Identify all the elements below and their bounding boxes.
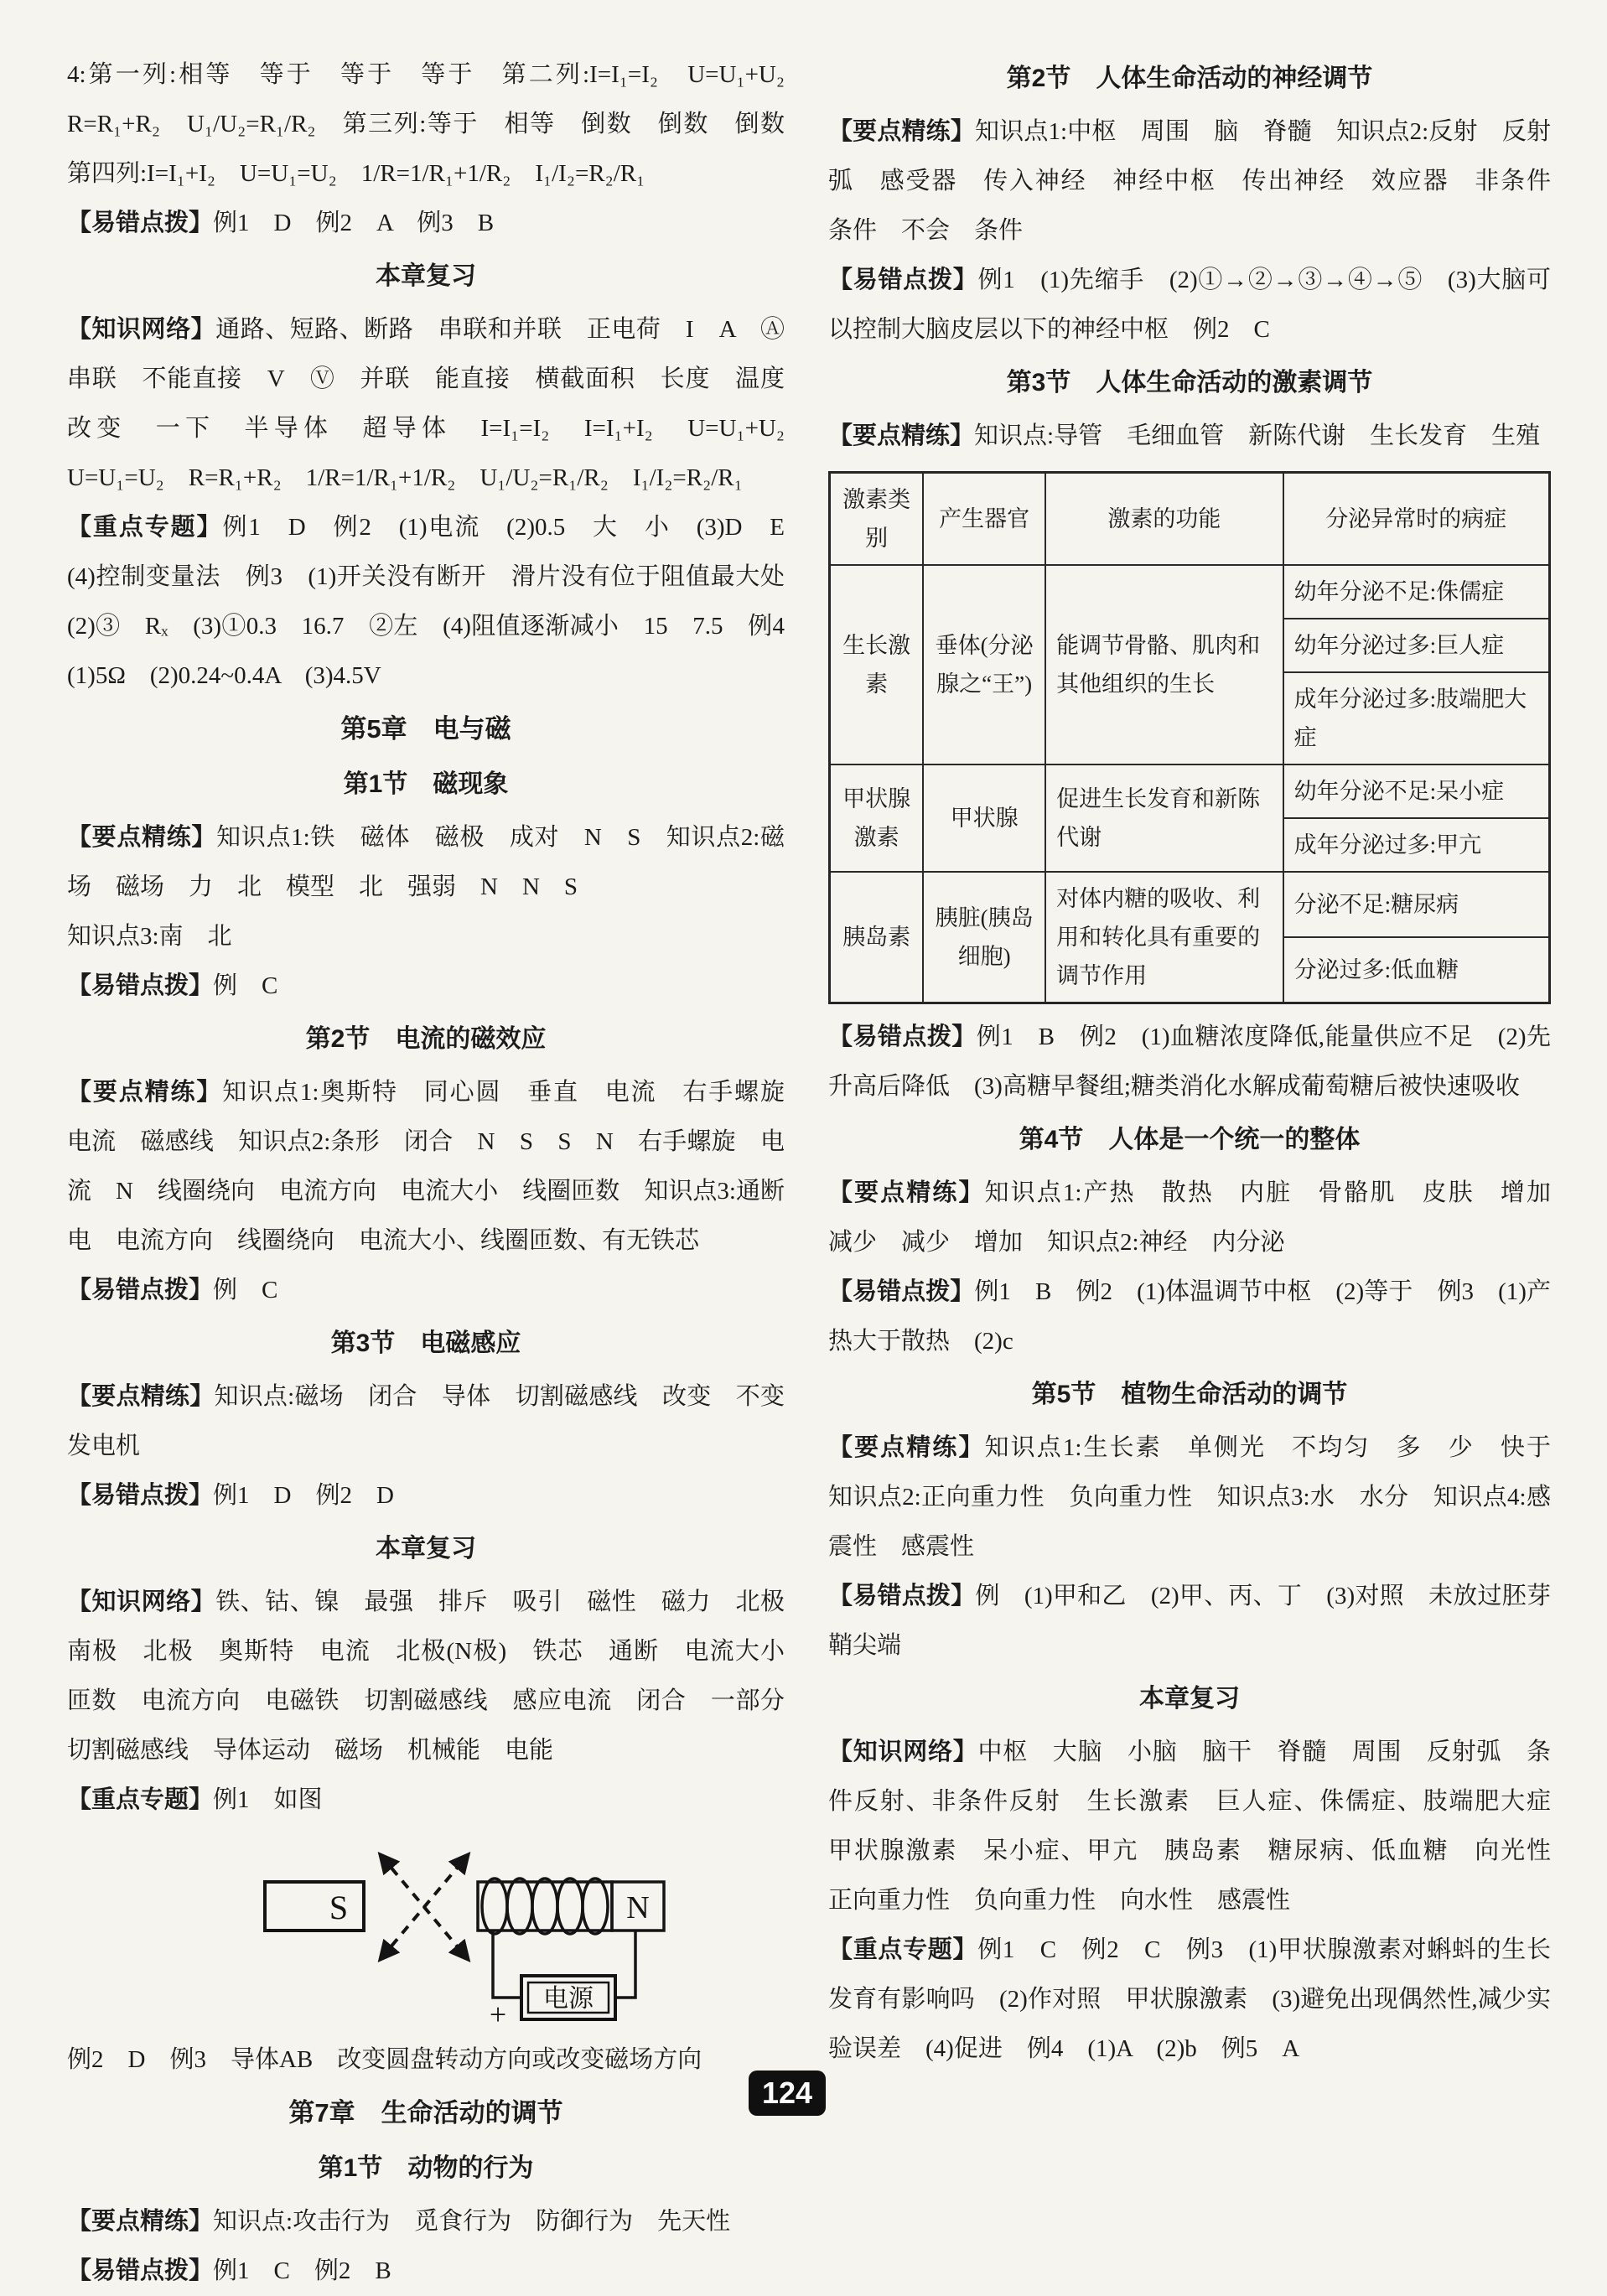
answer-text: 知识点:导管 毛细血管 新陈代谢 生长发育 生殖 <box>974 422 1541 449</box>
hormone-symptom: 幼年分泌不足:侏儒症 <box>1283 565 1550 619</box>
answer-paragraph <box>67 50 810 199</box>
section-heading: 第3节 人体生命活动的激素调节 <box>1006 369 1373 396</box>
answer-label: 【要点精练】 <box>828 1434 985 1461</box>
review-heading: 本章复习 <box>376 1535 476 1563</box>
section-heading: 第2节 电流的磁效应 <box>305 1025 547 1053</box>
answer-paragraph <box>828 1925 1551 2074</box>
review-heading: 本章复习 <box>376 262 476 290</box>
answer-paragraph <box>67 1471 785 1521</box>
review-heading: 本章复习 <box>1139 1685 1240 1713</box>
polarity-plus-label: + <box>489 1998 507 2028</box>
answer-text: 例1 B 例2 (1)血糖浓度降低,能量供应不足 (2)先升高后降低 (3)高糖早餐组;糖类消化水解成葡萄糖后被快速吸收 <box>828 1024 1551 1100</box>
section-heading: 第4节 人体是一个统一的整体 <box>1019 1126 1361 1153</box>
answer-label: 【要点精练】 <box>828 422 975 449</box>
answer-paragraph <box>828 412 1551 461</box>
wire-left <box>493 1931 520 1998</box>
answer-paragraph <box>828 107 1576 256</box>
answer-text: 通路、短路、断路 串联和并联 正电荷 I A Ⓐ 串联 不能直接 V Ⓥ 并联 能直接 横截面积 长度 温度 改变 一下 半导体 超导体 I=I₁=I₂ I=I₁+I₂ U=U₁+U₂ U=U₁=U₂ R=R₁+R₂ 1/R=1/R₁+1/R₂ U₁/U₂=R₁/R₂ I₁/I₂=R₂/R₁ <box>67 316 810 491</box>
hormone-category: 生长激素 <box>830 565 924 764</box>
answer-paragraph <box>67 1775 785 1825</box>
answer-label: 【易错点拨】 <box>67 1482 214 1509</box>
answer-paragraph <box>67 813 785 912</box>
magnet-pole-label: S <box>329 1889 349 1926</box>
answer-label: 【易错点拨】 <box>828 267 978 293</box>
answer-text: 例 C <box>213 972 278 999</box>
answer-label: 【要点精练】 <box>828 118 976 145</box>
hormone-function: 能调节骨骼、肌肉和其他组织的生长 <box>1045 565 1283 764</box>
answer-text: 知识点3:南 北 <box>67 923 232 950</box>
chapter-heading: 第5章 电与磁 <box>340 714 511 744</box>
answer-label: 【重点专题】 <box>67 1786 214 1813</box>
power-supply-label: 电源 <box>543 1985 594 2013</box>
table-header-row <box>830 473 1550 566</box>
answer-paragraph <box>828 1169 1576 1267</box>
answer-paragraph <box>67 2247 785 2296</box>
answer-text: 知识点1:奥斯特 同心圆 垂直 电流 右手螺旋 电流 磁感线 知识点2:条形 闭合 N S S N 右手螺旋 电流 N 线圈绕向 电流方向 电流大小 线圈匝数 知识点3:通断电 电流方向 线圈绕向 电流大小、线圈匝数、有无铁芯 <box>67 1079 810 1254</box>
answer-paragraph <box>67 2197 785 2247</box>
hormone-symptom: 分泌不足:糖尿病 <box>1283 872 1550 937</box>
answer-text: 知识点1:铁 磁体 磁极 成对 N S 知识点2:磁场 磁场 力 北 模型 北 强弱 N N S <box>67 824 785 900</box>
answer-label: 【重点专题】 <box>67 514 223 541</box>
column-header: 激素的功能 <box>1045 473 1283 566</box>
right-column <box>828 50 1576 2074</box>
answer-label: 【知识网络】 <box>67 316 216 343</box>
answer-paragraph <box>67 503 810 701</box>
answer-paragraph <box>67 2035 785 2085</box>
answer-paragraph <box>67 912 785 961</box>
answer-label: 【易错点拨】 <box>828 1278 975 1305</box>
answer-text: 知识点:攻击行为 觅食行为 防御行为 先天性 <box>213 2208 731 2235</box>
wire-right <box>617 1931 635 1998</box>
answer-label: 【易错点拨】 <box>67 210 214 236</box>
answer-text: 例1 D 例2 A 例3 B <box>213 210 495 236</box>
electromagnet-figure-svg <box>258 1833 728 2028</box>
answer-label: 【知识网络】 <box>67 1589 216 1615</box>
answer-text: 例1 C 例2 C 例3 (1)甲状腺激素对蝌蚪的生长发育有影响吗 (2)作对照 甲状腺激素 (3)避免出现偶然性,减少实验误差 (4)促进 例4 (1)A (2)b 例5 A <box>828 1936 1551 2062</box>
answer-text: 知识点1:生长素 单侧光 不均匀 多 少 快于 知识点2:正向重力性 负向重力性 知识点3:水 水分 知识点4:感震性 感震性 <box>828 1434 1576 1560</box>
answer-text: 例1 如图 <box>213 1786 323 1813</box>
answer-text: 铁、钴、镍 最强 排斥 吸引 磁性 磁力 北极 南极 北极 奥斯特 电流 北极(N极) 铁芯 通断 电流大小 匝数 电流方向 电磁铁 切割磁感线 感应电流 闭合 一部分 切割磁感线 导体运动 磁场 机械能 电能 <box>67 1589 810 1764</box>
table-row <box>830 872 1550 937</box>
hormone-organ: 胰脏(胰岛细胞) <box>923 872 1045 1003</box>
hormone-symptom: 分泌过多:低血糖 <box>1283 937 1550 1003</box>
answer-text: 知识点:磁场 闭合 导体 切割磁感线 改变 不变 发电机 <box>67 1383 810 1459</box>
answer-label: 【要点精练】 <box>67 824 217 851</box>
table-row <box>830 565 1550 619</box>
section-heading: 第5节 植物生命活动的调节 <box>1031 1381 1348 1408</box>
answer-label: 【重点专题】 <box>828 1936 978 1963</box>
field-lines <box>381 1855 468 1959</box>
section-heading: 第1节 磁现象 <box>343 770 509 798</box>
answer-paragraph <box>67 961 785 1011</box>
answer-label: 【要点精练】 <box>67 2208 214 2235</box>
answer-paragraph <box>67 305 810 503</box>
answer-text: 例1 B 例2 (1)体温调节中枢 (2)等于 例3 (1)产热大于散热 (2)c <box>828 1278 1551 1355</box>
answer-label: 【易错点拨】 <box>67 2257 214 2284</box>
answer-text: 例1 (1)先缩手 (2)①→②→③→④→⑤ (3)大脑可以控制大脑皮层以下的神经中枢 例2 C <box>828 267 1551 343</box>
hormone-symptom: 幼年分泌不足:呆小症 <box>1283 764 1550 818</box>
answer-label: 【易错点拨】 <box>828 1024 977 1050</box>
answer-text: 中枢 大脑 小脑 脑干 脊髓 周围 反射弧 条件反射、非条件反射 生长激素 巨人症、侏儒症、肢端肥大症 甲状腺激素 呆小症、甲亢 胰岛素 糖尿病、低血糖 向光性 正向重力性 负向重力性 向水性 感震性 <box>828 1739 1576 1914</box>
answer-text: 例1 D 例2 D <box>213 1482 394 1509</box>
answer-paragraph <box>67 1266 785 1315</box>
answer-label: 【要点精练】 <box>67 1079 223 1106</box>
answer-paragraph <box>67 1372 810 1471</box>
hormone-function: 对体内糖的吸收、利用和转化具有重要的调节作用 <box>1045 872 1283 1003</box>
answer-text: 知识点1:中枢 周围 脑 脊髓 知识点2:反射 反射弧 感受器 传入神经 神经中枢 传出神经 效应器 非条件 条件 不会 条件 <box>828 118 1576 244</box>
answer-paragraph <box>828 256 1551 355</box>
answer-text: 例 (1)甲和乙 (2)甲、丙、丁 (3)对照 未放过胚芽鞘尖端 <box>828 1583 1551 1659</box>
answer-text: 例1 D 例2 (1)电流 (2)0.5 大 小 (3)D E (4)控制变量法 例3 (1)开关没有断开 滑片没有位于阻值最大处 (2)③ Rₓ (3)①0.3 16.7 ②左 (4)阻值逐渐减小 15 7.5 例4 (1)5Ω (2)0.24~0.4A (3)4.5V <box>67 514 810 689</box>
answer-label: 【知识网络】 <box>828 1739 978 1765</box>
page-number-badge: 124 <box>749 2071 826 2116</box>
hormone-symptom: 幼年分泌过多:巨人症 <box>1283 619 1550 672</box>
hormone-function: 促进生长发育和新陈代谢 <box>1045 764 1283 872</box>
magnet-bar <box>265 1882 364 1931</box>
coil-pole-label: N <box>626 1890 650 1925</box>
answer-paragraph <box>828 1267 1551 1366</box>
answer-paragraph <box>828 1572 1551 1671</box>
answer-label: 【要点精练】 <box>828 1179 985 1206</box>
table-row <box>830 764 1550 818</box>
column-header: 激素类别 <box>830 473 924 566</box>
hormone-category: 甲状腺激素 <box>830 764 924 872</box>
electromagnet-figure <box>258 1833 785 2032</box>
coil-body <box>478 1882 612 1931</box>
answer-text: 例1 C 例2 B <box>213 2257 391 2284</box>
column-header: 分泌异常时的病症 <box>1283 473 1550 566</box>
answer-label: 【易错点拨】 <box>67 1277 214 1303</box>
hormone-category: 胰岛素 <box>830 872 924 1003</box>
hormone-symptom: 成年分泌过多:肢端肥大症 <box>1283 672 1550 764</box>
answer-paragraph <box>67 199 785 248</box>
section-heading: 第2节 人体生命活动的神经调节 <box>1006 65 1373 92</box>
answer-text: 例 C <box>213 1277 278 1303</box>
hormone-symptom: 成年分泌过多:甲亢 <box>1283 818 1550 872</box>
answer-paragraph <box>828 1013 1551 1112</box>
hormone-table <box>828 471 1551 1004</box>
answer-text: 例2 D 例3 导体AB 改变圆盘转动方向或改变磁场方向 <box>67 2046 702 2073</box>
section-heading: 第3节 电磁感应 <box>330 1329 521 1357</box>
answer-text: 知识点1:产热 散热 内脏 骨骼肌 皮肤 增加 减少 减少 增加 知识点2:神经 内分泌 <box>828 1179 1576 1256</box>
answer-paragraph <box>828 1728 1576 1925</box>
coil-windings <box>482 1879 608 1934</box>
answer-paragraph <box>828 1423 1576 1572</box>
answer-text: 4:第一列:相等 等于 等于 等于 第二列:I=I₁=I₂ U=U₁+U₂ R=R₁+R₂ U₁/U₂=R₁/R₂ 第三列:等于 相等 倒数 倒数 倒数 第四列:I=I₁+I₂ U=U₁=U₂ 1/R=1/R₁+1/R₂ I₁/I₂=R₂/R₁ <box>67 61 810 187</box>
hormone-organ: 垂体(分泌腺之“王”) <box>923 565 1045 764</box>
chapter-heading: 第7章 生命活动的调节 <box>288 2098 563 2128</box>
column-header: 产生器官 <box>923 473 1045 566</box>
answer-label: 【易错点拨】 <box>828 1583 976 1609</box>
hormone-organ: 甲状腺 <box>923 764 1045 872</box>
answer-label: 【易错点拨】 <box>67 972 214 999</box>
answer-label: 【要点精练】 <box>67 1383 215 1410</box>
answer-paragraph <box>67 1068 810 1266</box>
answer-paragraph <box>67 1578 810 1775</box>
section-heading: 第1节 动物的行为 <box>318 2154 534 2182</box>
